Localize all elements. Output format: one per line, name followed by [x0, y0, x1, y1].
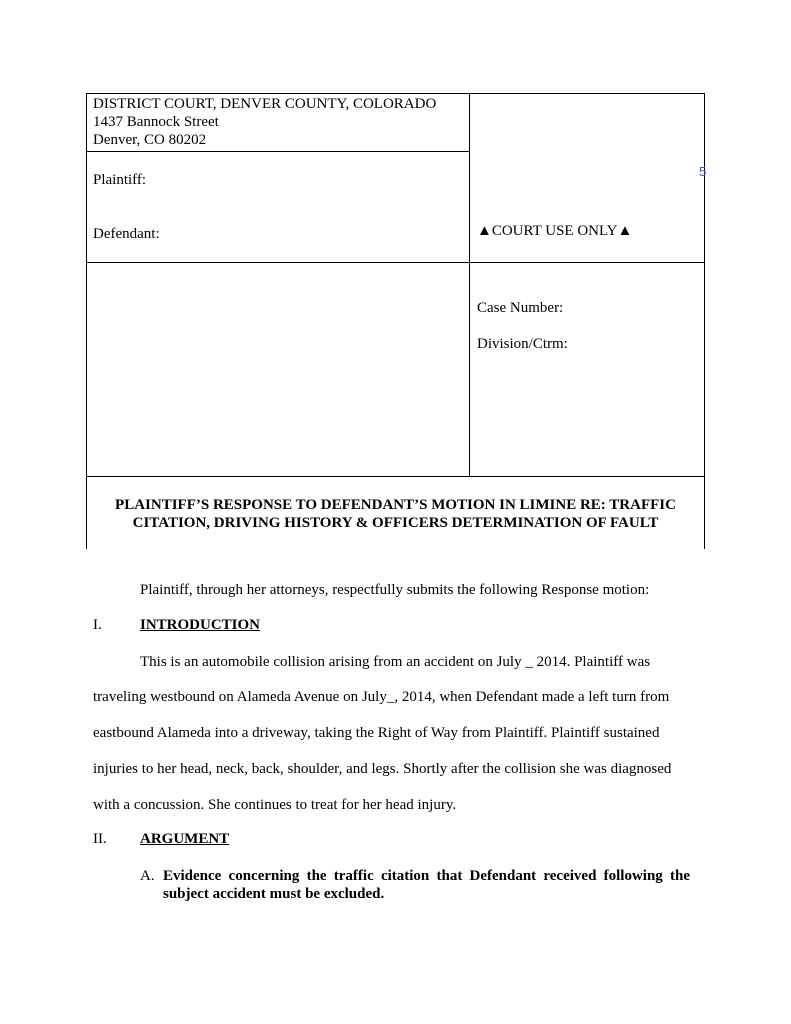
intro-paragraph-line: eastbound Alameda into a driveway, taking the Right of Way from Plaintiff. Plaintiff sustained [93, 725, 660, 741]
section1-number: I. [93, 617, 102, 633]
section1-heading: INTRODUCTION [140, 617, 261, 633]
document-title-line1: PLAINTIFF’S RESPONSE TO DEFENDANT’S MOTION IN LIMINE RE: TRAFFIC [115, 497, 676, 513]
margin-page-mark: 5 [699, 164, 707, 179]
intro-paragraph-line: injuries to her head, neck, back, shoulder, and legs. Shortly after the collision she was diagnosed [93, 761, 672, 777]
caption-right-border [704, 93, 705, 549]
defendant-label: Defendant: [93, 226, 160, 242]
section2-number: II. [93, 831, 107, 847]
intro-paragraph-line: with a concussion. She continues to treat for her head injury. [93, 797, 457, 813]
intro-paragraph-line: This is an automobile collision arising from an accident on July _ 2014. Plaintiff was [140, 654, 651, 670]
division-label: Division/Ctrm: [477, 336, 568, 352]
caption-left-border [86, 93, 87, 549]
caption-bottom-divider [86, 476, 705, 477]
document-title-line2: CITATION, DRIVING HISTORY & OFFICERS DETERMINATION OF FAULT [132, 515, 659, 531]
caption-center-border [469, 93, 470, 477]
subsection-a-letter: A. [140, 868, 155, 884]
plaintiff-label: Plaintiff: [93, 172, 147, 188]
court-address-line1: 1437 Bannock Street [93, 114, 219, 130]
caption-top-border [86, 93, 705, 94]
case-number-label: Case Number: [477, 300, 564, 316]
court-address-line2: Denver, CO 80202 [93, 132, 207, 148]
intro-sentence: Plaintiff, through her attorneys, respectfully submits the following Response motion: [140, 582, 650, 598]
caption-row-divider [86, 262, 705, 263]
subsection-a-heading: Evidence concerning the traffic citation that Defendant received following the subject accident must be excluded. [163, 868, 690, 902]
caption-court-divider [86, 151, 469, 152]
court-use-only: ▲COURT USE ONLY▲ [477, 223, 633, 239]
intro-paragraph-line: traveling westbound on Alameda Avenue on July_, 2014, when Defendant made a left turn from [93, 689, 670, 705]
court-name: DISTRICT COURT, DENVER COUNTY, COLORADO [93, 96, 437, 112]
section2-heading: ARGUMENT [140, 831, 230, 847]
